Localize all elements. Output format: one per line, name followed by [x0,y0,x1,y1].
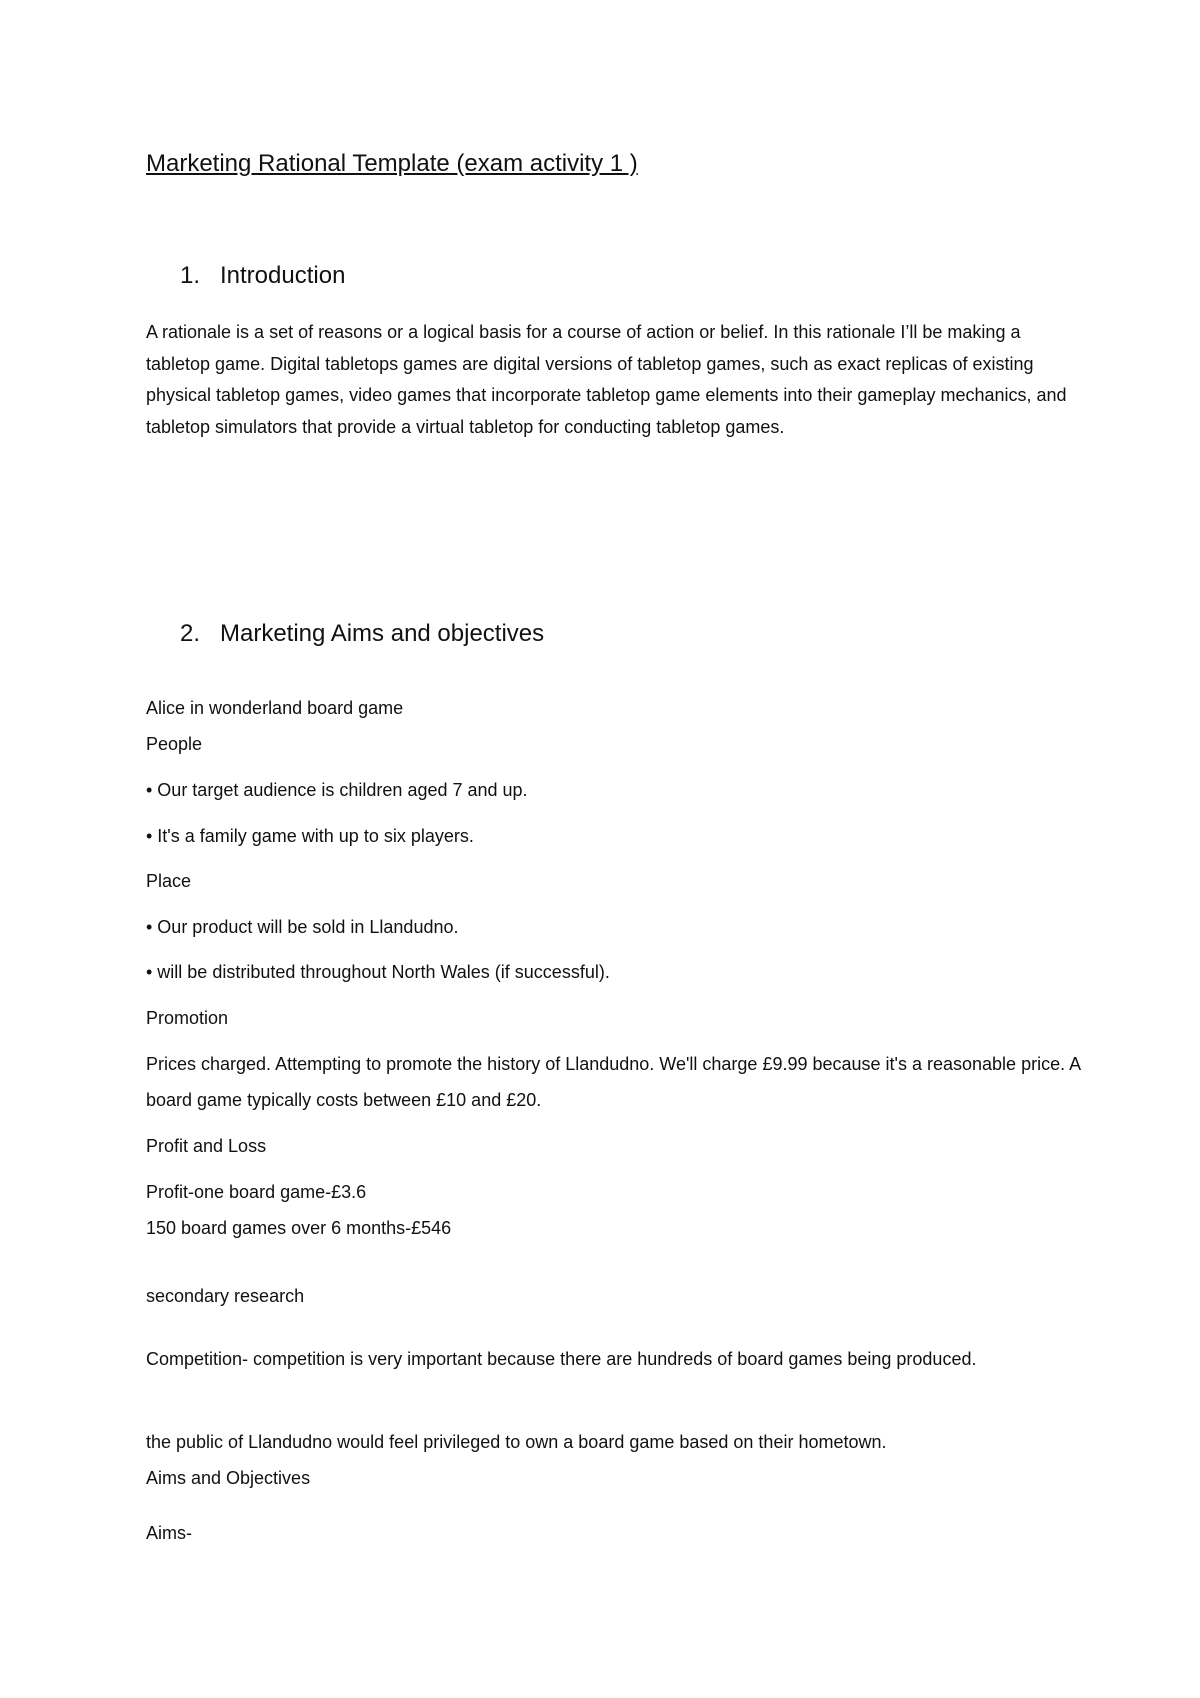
section-1-heading [180,262,345,290]
promotion-text: Prices charged. Attempting to promote the history of Llandudno. We'll charge £9.99 because it's a reasonable price. A board game typically costs between £10 and £20. [146,1054,1081,1110]
secondary-research-label: secondary research [146,1286,305,1306]
people-bullet: • It's a family game with up to six players. [146,826,474,846]
profit-line: 150 board games over 6 months-£546 [146,1218,452,1238]
promotion-label: Promotion [146,1008,229,1028]
introduction-paragraph: A rationale is a set of reasons or a logical basis for a course of action or belief. In this rationale I’ll be making a tabletop game. Digital tabletops games are digital versions of tabletop games, such as exact replicas of existing physical tabletop games, video games that incorporate tabletop game elements into their gameplay mechanics, and tabletop simulators that provide a virtual tabletop for conducting tabletop games. [146,322,1067,437]
place-label: Place [146,871,192,891]
profit-line: Profit-one board game-£3.6 [146,1182,367,1202]
section-2-heading [180,620,544,648]
aims-label: Aims- [146,1523,192,1543]
section-1-title: Introduction [220,262,346,289]
people-label: People [146,734,203,754]
aims-objectives-label: Aims and Objectives [146,1468,311,1488]
place-bullet: • will be distributed throughout North Wales (if successful). [146,962,610,982]
profit-label: Profit and Loss [146,1136,267,1156]
competition-text: Competition- competition is very important because there are hundreds of board games being produced. [146,1349,977,1369]
document-title: Marketing Rational Template (exam activity 1 ) [146,150,638,177]
place-bullet: • Our product will be sold in Llandudno. [146,917,459,937]
section-2-title: Marketing Aims and objectives [220,620,545,647]
game-name: Alice in wonderland board game [146,698,404,718]
people-bullet: • Our target audience is children aged 7 and up. [146,780,528,800]
public-text: the public of Llandudno would feel privileged to own a board game based on their hometown. [146,1432,887,1452]
section-2-number: 2. [180,620,201,647]
section-1-number: 1. [180,262,201,289]
